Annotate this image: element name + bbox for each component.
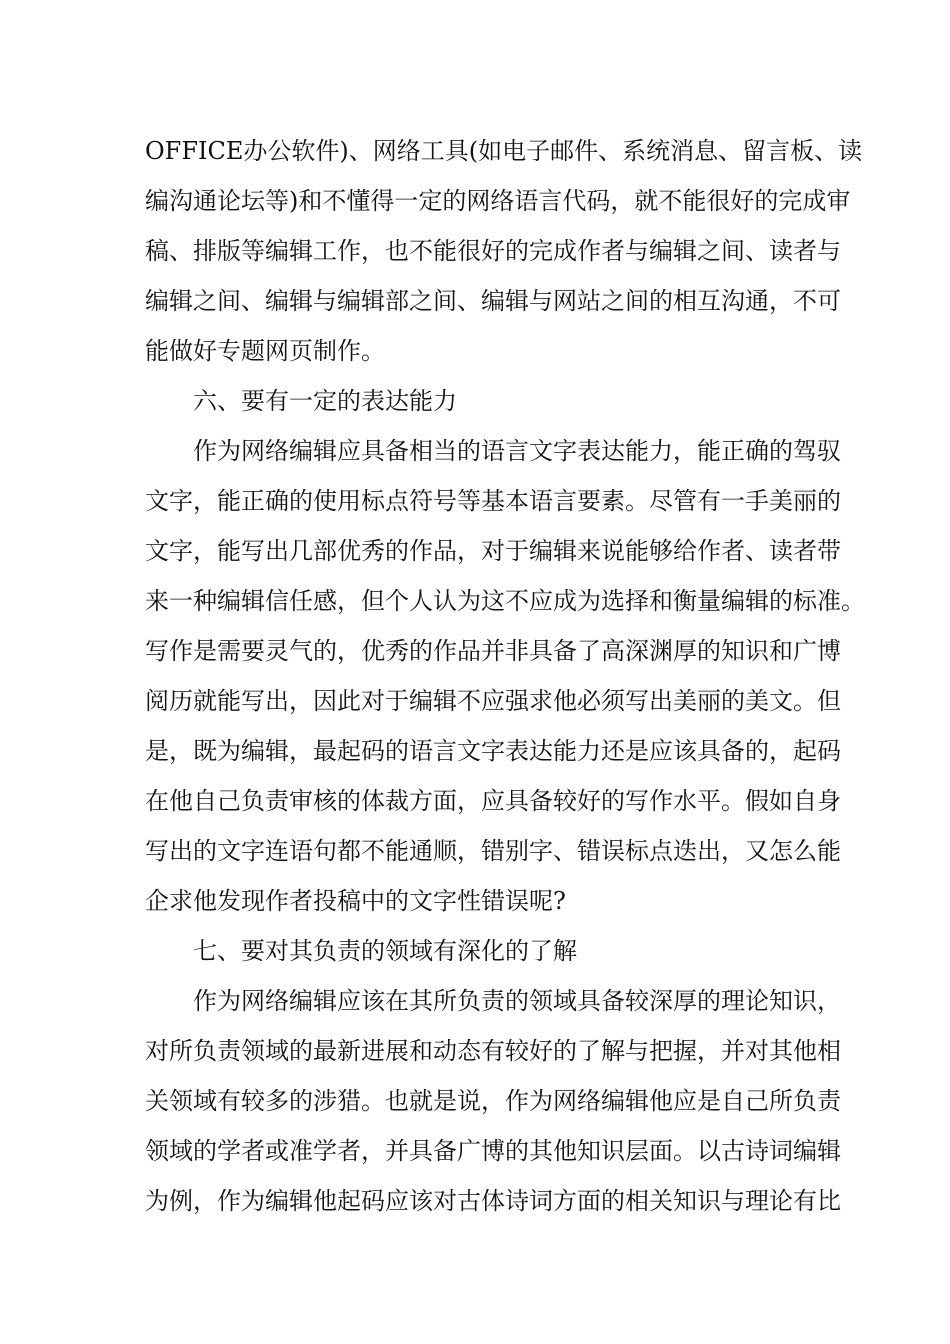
section-heading: 六、要有一定的表达能力 xyxy=(193,387,457,415)
text-line: 文字，能写出几部优秀的作品，对于编辑来说能够给作者、读者带 xyxy=(145,537,841,565)
text-line: 在他自己负责审核的体裁方面，应具备较好的写作水平。假如自身 xyxy=(145,787,841,815)
text-line: 企求他发现作者投稿中的文字性错误呢? xyxy=(145,887,566,915)
paragraph-first-line: 作为网络编辑应该在其所负责的领域具备较深厚的理论知识， xyxy=(193,987,841,1015)
text-line: OFFICE办公软件)、网络工具(如电子邮件、系统消息、留言板、读 xyxy=(145,137,863,165)
text-line: 编沟通论坛等)和不懂得一定的网络语言代码，就不能很好的完成审 xyxy=(145,187,851,215)
text-line: 文字，能正确的使用标点符号等基本语言要素。尽管有一手美丽的 xyxy=(145,487,841,515)
text-line: 编辑之间、编辑与编辑部之间、编辑与网站之间的相互沟通，不可 xyxy=(145,287,841,315)
text-line: 是，既为编辑，最起码的语言文字表达能力还是应该具备的，起码 xyxy=(145,737,841,765)
text-line: 关领域有较多的涉猎。也就是说，作为网络编辑他应是自己所负责 xyxy=(145,1087,841,1115)
text-line: 阅历就能写出，因此对于编辑不应强求他必须写出美丽的美文。但 xyxy=(145,687,841,715)
text-line: 为例，作为编辑他起码应该对古体诗词方面的相关知识与理论有比 xyxy=(145,1187,841,1215)
paragraph-first-line: 作为网络编辑应具备相当的语言文字表达能力，能正确的驾驭 xyxy=(193,437,841,465)
text-line: 来一种编辑信任感，但个人认为这不应成为选择和衡量编辑的标准。 xyxy=(145,587,865,615)
text-line: 能做好专题网页制作。 xyxy=(145,337,385,365)
text-line: 对所负责领域的最新进展和动态有较好的了解与把握，并对其他相 xyxy=(145,1037,841,1065)
text-line: 写作是需要灵气的，优秀的作品并非具备了高深渊厚的知识和广博 xyxy=(145,637,841,665)
text-line: 写出的文字连语句都不能通顺，错别字、错误标点迭出，又怎么能 xyxy=(145,837,841,865)
text-line: 稿、排版等编辑工作，也不能很好的完成作者与编辑之间、读者与 xyxy=(145,237,841,265)
section-heading: 七、要对其负责的领域有深化的了解 xyxy=(193,937,577,965)
text-line: 领域的学者或准学者，并具备广博的其他知识层面。以古诗词编辑 xyxy=(145,1137,841,1165)
